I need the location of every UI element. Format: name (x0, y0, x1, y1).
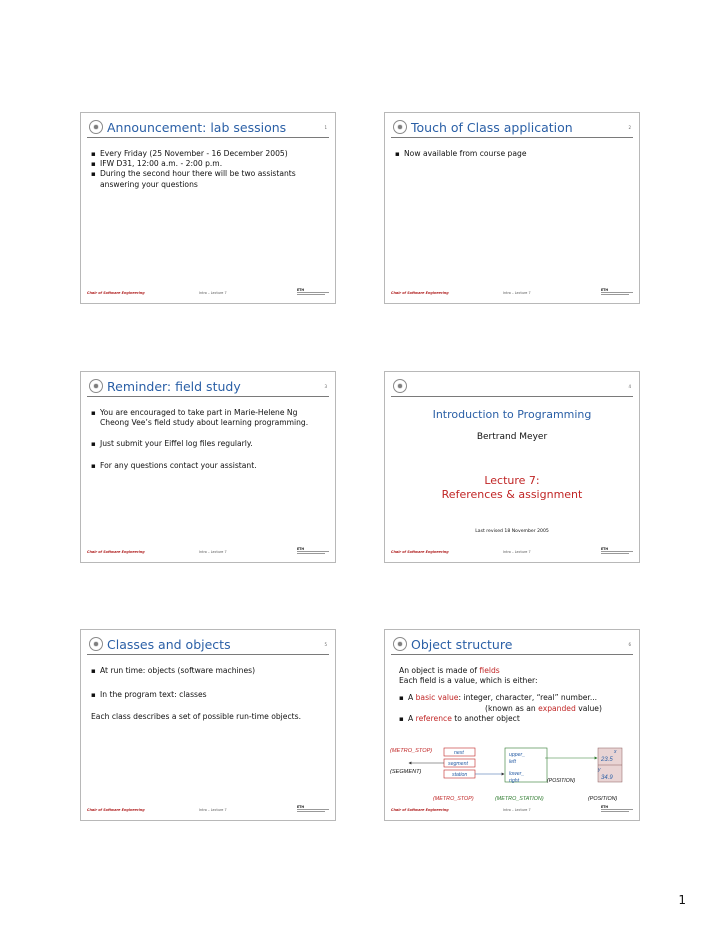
text-line: (known as an expanded value) (485, 703, 602, 713)
y-value: 34.9 (601, 775, 613, 781)
footer-chair: Chair of Software Engineering (87, 550, 145, 554)
slide-number: 6 (628, 642, 631, 647)
title-rule (87, 396, 329, 397)
circle-logo-icon (393, 379, 407, 393)
course-title: Introduction to Programming (432, 408, 592, 421)
slide-title: Classes and objects (107, 637, 231, 652)
field-upper: upper_ (509, 752, 526, 758)
circle-logo-icon (89, 120, 103, 134)
author: Bertrand Meyer (476, 432, 548, 442)
bullet: ▪ At run time: objects (software machines) (91, 666, 325, 676)
lecture-number: Lecture 7: (484, 474, 540, 487)
slide-footer (391, 805, 633, 812)
bullet: ▪ A basic value: integer, character, “real” number... (399, 693, 629, 703)
eth-logo-icon: ETH (297, 805, 329, 812)
bullet: ▪ IFW D31, 12:00 a.m. - 2:00 p.m. (91, 159, 325, 169)
footer-chair: Chair of Software Engineering (391, 808, 449, 812)
page-number: 1 (678, 893, 686, 907)
bottom-position: (POSITION) (588, 796, 618, 802)
title-rule (391, 396, 633, 397)
slide-title: Touch of Class application (411, 120, 573, 135)
bullet: ▪ Just submit your Eiffel log files regularly. (91, 439, 325, 449)
revised-date: Last revised 18 November 2005 (475, 529, 549, 534)
footer-chair: Chair of Software Engineering (391, 550, 449, 554)
title-rule (87, 654, 329, 655)
slide-4 (384, 371, 640, 563)
slide-1 (80, 112, 336, 304)
bullet: ▪ A reference to another object (399, 714, 629, 724)
slide-body (91, 408, 325, 471)
text-line: Each field is a value, which is either: (399, 676, 538, 686)
title-rule (391, 137, 633, 138)
footer-lecture: Intro – Lecture 7 (199, 550, 227, 554)
text-line: An object is made of fields (399, 666, 500, 675)
slide-number: 3 (324, 384, 327, 389)
y-label: y (598, 767, 601, 773)
object-structure-diagram (385, 630, 641, 822)
slide-number: 4 (628, 384, 631, 389)
slide-title: Object structure (411, 637, 513, 652)
slide-number: 2 (628, 125, 631, 130)
slide-6 (384, 629, 640, 821)
circle-logo-icon (393, 120, 407, 134)
footer-lecture: Intro – Lecture 7 (199, 291, 227, 295)
slide-title: Reminder: field study (107, 379, 241, 394)
slide-footer (391, 547, 633, 554)
field-lower: lower_ (509, 771, 525, 777)
bottom-metro-station: (METRO_STATION) (495, 796, 544, 802)
footer-lecture: Intro – Lecture 7 (199, 808, 227, 812)
circle-logo-icon (89, 637, 103, 651)
x-label: x (614, 749, 617, 755)
bullet: ▪ Now available from course page (395, 149, 629, 159)
eth-logo-icon: ETH (297, 288, 329, 295)
footer-lecture: Intro – Lecture 7 (503, 550, 531, 554)
field-left: left (509, 759, 516, 765)
footer-lecture: Intro – Lecture 7 (503, 291, 531, 295)
bullet: ▪ In the program text: classes (91, 690, 325, 700)
slide-footer (391, 288, 633, 295)
bullet: ▪ You are encouraged to take part in Marie-Helene Ng Cheong Vee’s field study about learning programming. (91, 408, 325, 428)
metro-stop-label: (METRO_STOP) (390, 748, 433, 754)
slide-footer (87, 288, 329, 295)
slide-number: 5 (324, 642, 327, 647)
slide-3 (80, 371, 336, 563)
field-segment: segment (448, 761, 468, 767)
slide-body (91, 666, 325, 723)
slide-body (91, 149, 325, 190)
segment-label: (SEGMENT) (390, 769, 422, 775)
slide-number: 1 (324, 125, 327, 130)
bullet: ▪ Every Friday (25 November - 16 December 2005) (91, 149, 325, 159)
slide-footer (87, 547, 329, 554)
x-value: 23.5 (601, 757, 613, 763)
paragraph: Each class describes a set of possible run-time objects. (91, 712, 301, 722)
footer-chair: Chair of Software Engineering (87, 291, 145, 295)
eth-logo-icon: ETH (601, 547, 633, 554)
slide-body (395, 149, 629, 159)
eth-logo-icon: ETH (601, 805, 633, 812)
footer-chair: Chair of Software Engineering (391, 291, 449, 295)
slide-footer (87, 805, 329, 812)
slide-5 (80, 629, 336, 821)
slide-2 (384, 112, 640, 304)
eth-logo-icon: ETH (601, 288, 633, 295)
bullet: ▪ For any questions contact your assistant. (91, 461, 325, 471)
field-right: right (509, 778, 520, 784)
slide-title: Announcement: lab sessions (107, 120, 287, 135)
title-rule (87, 137, 329, 138)
eth-logo-icon: ETH (297, 547, 329, 554)
lecture-subtitle: References & assignment (441, 488, 583, 501)
bottom-metro-stop: (METRO_STOP) (433, 796, 474, 802)
footer-chair: Chair of Software Engineering (87, 808, 145, 812)
footer-lecture: Intro – Lecture 7 (503, 808, 531, 812)
bullet: ▪ During the second hour there will be two assistants answering your questions (91, 169, 325, 189)
circle-logo-icon (89, 379, 103, 393)
field-next: next (454, 750, 464, 756)
position-mid-label: (POSITION) (547, 778, 576, 784)
field-station: station (452, 772, 468, 778)
